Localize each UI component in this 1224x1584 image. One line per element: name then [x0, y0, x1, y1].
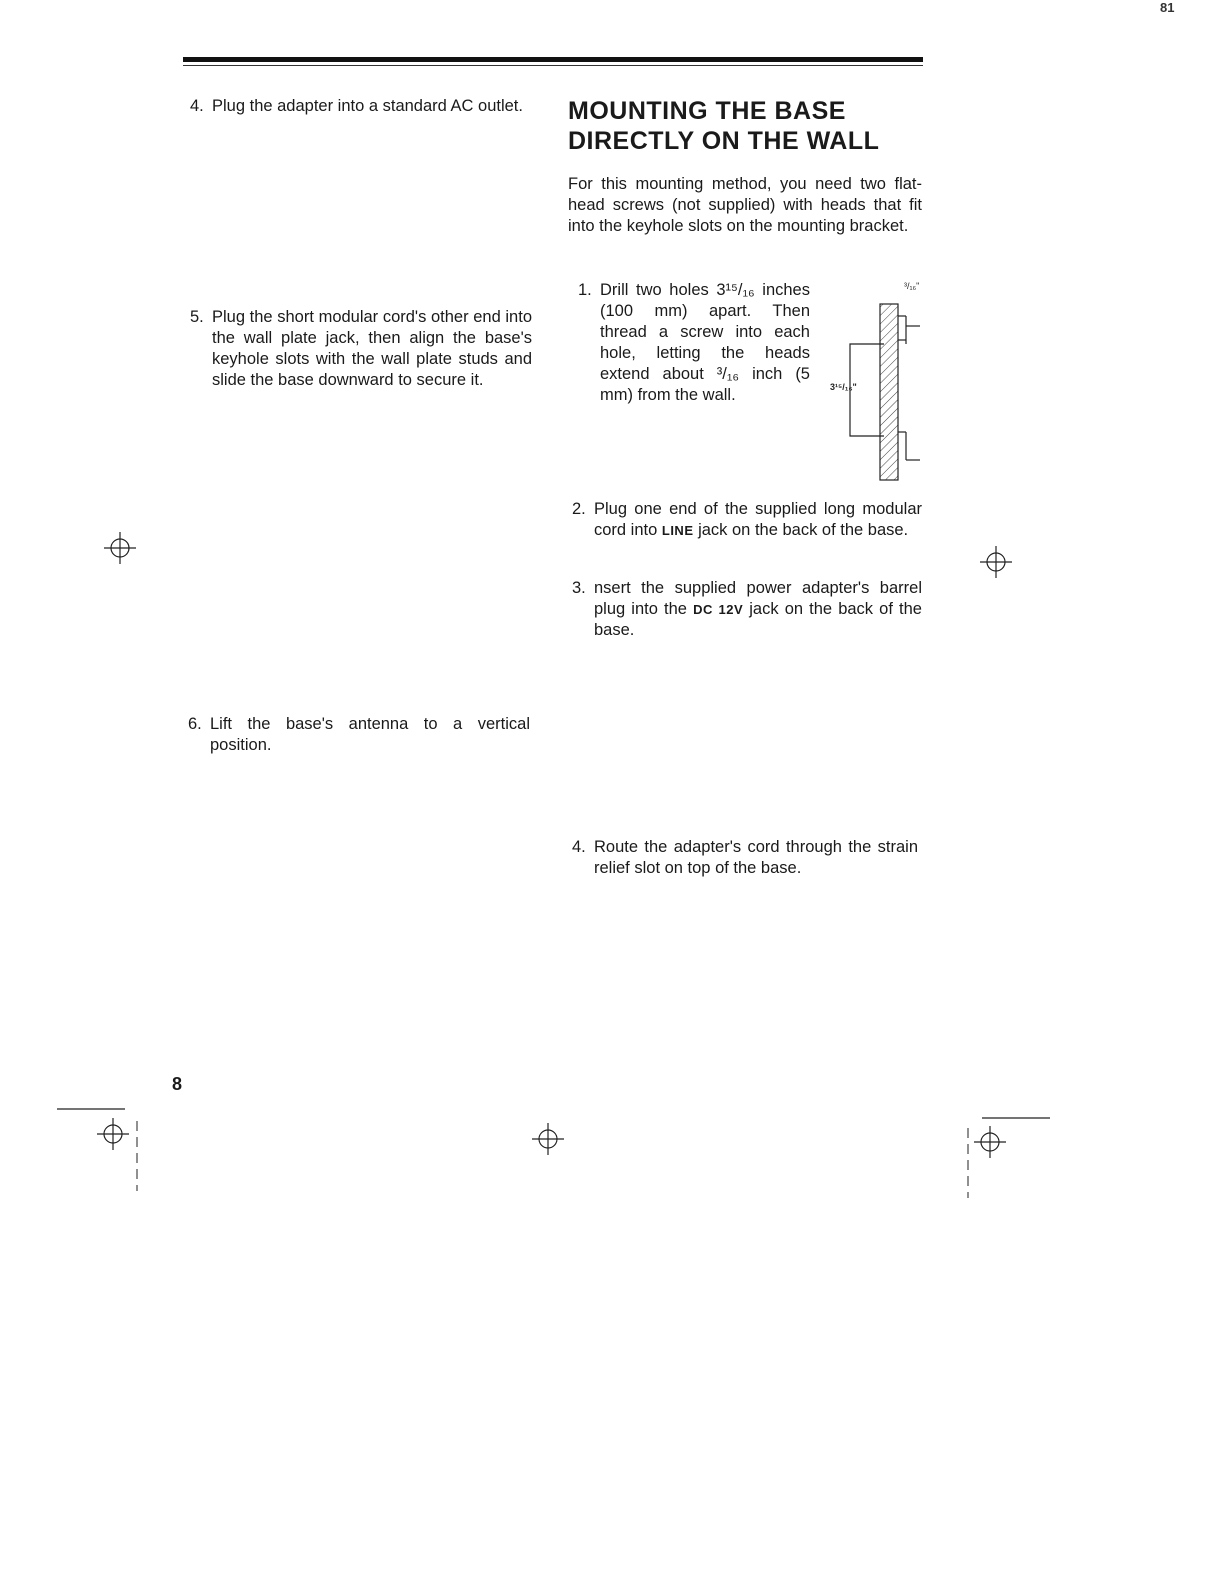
step-text: Route the adapter's cord through the strain relief slot on top of the base. — [594, 838, 918, 877]
step-text: Lift the base's antenna to a vertical position. — [210, 715, 530, 754]
heading-line-2: DIRECTLY ON THE WALL — [568, 127, 880, 155]
registration-mark-icon — [978, 544, 1014, 580]
right-step-4 — [572, 837, 918, 879]
jack-label: DC 12V — [693, 602, 744, 617]
registration-mark-icon — [530, 1121, 566, 1157]
crop-mark-bottom-left — [55, 1105, 155, 1195]
left-step-4 — [190, 96, 535, 117]
step-text: Plug the short modular cord's other end into the wall plate jack, then align the base's keyhole slots with the wall plate studs and slide the base downward to secure it. — [212, 308, 532, 389]
intro-paragraph: For this mounting method, you need two flat-head screws (not supplied) with heads that fit into the keyhole slots on the mounting bracket. — [568, 175, 922, 235]
wall-mount-diagram — [826, 276, 926, 486]
step-number: 5. — [190, 308, 204, 326]
right-step-3 — [572, 578, 922, 641]
crop-mark-bottom-right — [960, 1110, 1060, 1200]
step-number: 1. — [578, 281, 592, 299]
step-text: Plug the adapter into a standard AC outlet. — [212, 97, 523, 115]
diagram-label-side: 3¹⁵/₁₆" — [830, 382, 857, 392]
page-number: 8 — [172, 1074, 183, 1094]
jack-label: LINE — [661, 523, 694, 538]
step-text: Drill two holes 3¹⁵/₁₆ inches (100 mm) apart. Then thread a screw into each hole, letting the heads extend about ³/₁₆ inch (5 mm) from the wall. — [600, 281, 810, 404]
right-step-2 — [572, 499, 922, 541]
diagram-label-top: ³/₁₆" — [904, 281, 920, 291]
step-number: 6. — [188, 715, 202, 733]
registration-mark-icon — [102, 530, 138, 566]
step-number: 3. — [572, 579, 586, 597]
wall-section — [880, 304, 898, 480]
step-text: nsert the supplied power adapter's barrel plug into the DC 12V jack on the back of the base. — [594, 579, 922, 639]
step-number: 4. — [190, 97, 204, 115]
step-number: 4. — [572, 838, 586, 856]
step-number: 2. — [572, 500, 586, 518]
heading-line-1: MOUNTING THE BASE — [568, 97, 846, 125]
step-text: Plug one end of the supplied long modular cord into LINE jack on the back of the base. — [594, 500, 922, 539]
top-rule-thin — [183, 65, 923, 66]
section-heading — [568, 96, 928, 156]
left-step-5 — [190, 307, 532, 391]
corner-mark: 81 — [1160, 0, 1175, 15]
top-rule — [183, 57, 923, 62]
right-step-1 — [578, 280, 810, 406]
left-step-6 — [188, 714, 530, 756]
